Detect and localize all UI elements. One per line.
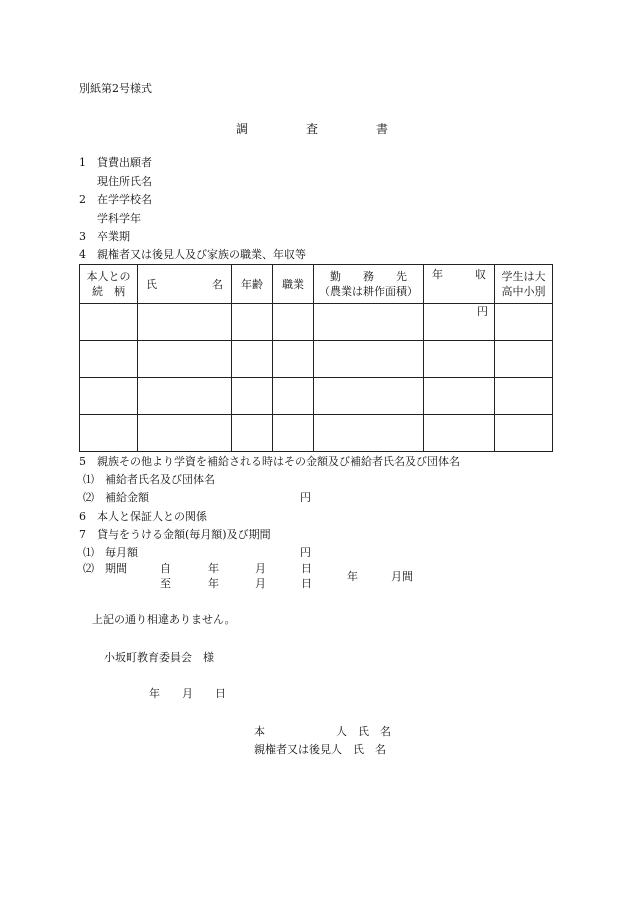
- table-cell[interactable]: [424, 415, 495, 452]
- section-5-heading: 5 親族その他より学資を補給される時はその金額及び補給者氏名及び団体名: [79, 455, 460, 468]
- form-number: 別紙第2号様式: [79, 82, 152, 95]
- section-7-sub1: ⑴ 毎月額: [83, 546, 138, 559]
- period-to-label: 至: [160, 577, 171, 590]
- table-row: [80, 415, 553, 452]
- income-cell[interactable]: [424, 304, 495, 341]
- table-cell[interactable]: [232, 415, 273, 452]
- yen-unit: 円: [477, 305, 488, 318]
- table-cell[interactable]: [273, 378, 314, 415]
- period-to-day: 日: [301, 577, 312, 590]
- signature-applicant-prefix: 本: [254, 725, 265, 738]
- table-cell[interactable]: [138, 341, 232, 378]
- item-1: 1 貸費出願者: [79, 156, 152, 169]
- item-2-sub: 学科学年: [97, 212, 141, 225]
- table-cell[interactable]: [80, 415, 138, 452]
- title-char-2: 査: [306, 122, 319, 136]
- table-cell[interactable]: [495, 341, 553, 378]
- table-cell[interactable]: [273, 415, 314, 452]
- table-header-row: [80, 265, 553, 304]
- date-line: 年 月 日: [149, 687, 226, 700]
- declaration: 上記の通り相違ありません。: [92, 613, 236, 626]
- header-job: 職業: [273, 265, 314, 304]
- section-7-sub2: ⑵ 期間: [83, 562, 127, 575]
- header-name: 氏 名: [138, 265, 232, 304]
- yen-unit: 円: [300, 546, 311, 559]
- table-cell[interactable]: [314, 415, 424, 452]
- table-cell[interactable]: [138, 378, 232, 415]
- table-cell[interactable]: [232, 304, 273, 341]
- table-cell[interactable]: [80, 378, 138, 415]
- section-5-sub2: ⑵ 補給金額: [83, 491, 149, 504]
- header-age: 年齢: [232, 265, 273, 304]
- table-cell[interactable]: [232, 341, 273, 378]
- table-cell[interactable]: [314, 378, 424, 415]
- period-to-month: 月: [255, 577, 266, 590]
- item-3: 3 卒業期: [79, 230, 130, 243]
- signature-applicant: 人 氏 名: [336, 725, 391, 738]
- table-cell[interactable]: [138, 415, 232, 452]
- section-6-heading: 6 本人と保証人との関係: [79, 510, 207, 523]
- table-cell[interactable]: [80, 304, 138, 341]
- period-from-month: 月: [255, 562, 266, 575]
- period-from-day: 日: [301, 562, 312, 575]
- table-cell[interactable]: [495, 378, 553, 415]
- table-cell[interactable]: [424, 378, 495, 415]
- table-cell[interactable]: [273, 341, 314, 378]
- table-cell[interactable]: [138, 304, 232, 341]
- yen-unit: 円: [300, 491, 311, 504]
- table-cell[interactable]: [314, 304, 424, 341]
- item-4: 4 親権者又は後見人及び家族の職業、年収等: [79, 248, 306, 261]
- table-cell[interactable]: [495, 304, 553, 341]
- title-char-1: 調: [236, 122, 249, 136]
- period-from-year: 年: [208, 562, 219, 575]
- signature-guardian: 親権者又は後見人 氏 名: [254, 743, 386, 756]
- family-table: [79, 264, 553, 452]
- item-2: 2 在学学校名: [79, 193, 152, 206]
- period-to-year: 年: [208, 577, 219, 590]
- period-months-label: 年 月間: [347, 570, 413, 583]
- table-cell[interactable]: [424, 341, 495, 378]
- header-student: 学生は大 高中小別: [495, 265, 553, 304]
- header-income: 年 収: [424, 265, 495, 304]
- table-cell[interactable]: [80, 341, 138, 378]
- table-cell[interactable]: [232, 378, 273, 415]
- header-relation: 本人との 続 柄: [80, 265, 138, 304]
- period-from-label: 自: [160, 562, 171, 575]
- table-cell[interactable]: [495, 415, 553, 452]
- table-cell[interactable]: [273, 304, 314, 341]
- table-row: [80, 341, 553, 378]
- item-1-sub: 現住所氏名: [97, 175, 152, 188]
- table-row: [80, 304, 553, 341]
- header-workplace: 勤 務 先 （農業は耕作面積）: [314, 265, 424, 304]
- section-7-heading: 7 貸与をうける金額(毎月額)及び期間: [79, 528, 271, 541]
- table-cell[interactable]: [314, 341, 424, 378]
- section-5-sub1: ⑴ 補給者氏名及び団体名: [83, 473, 215, 486]
- addressee: 小坂町教育委員会 様: [104, 651, 214, 664]
- table-row: [80, 378, 553, 415]
- title-char-3: 書: [376, 122, 389, 136]
